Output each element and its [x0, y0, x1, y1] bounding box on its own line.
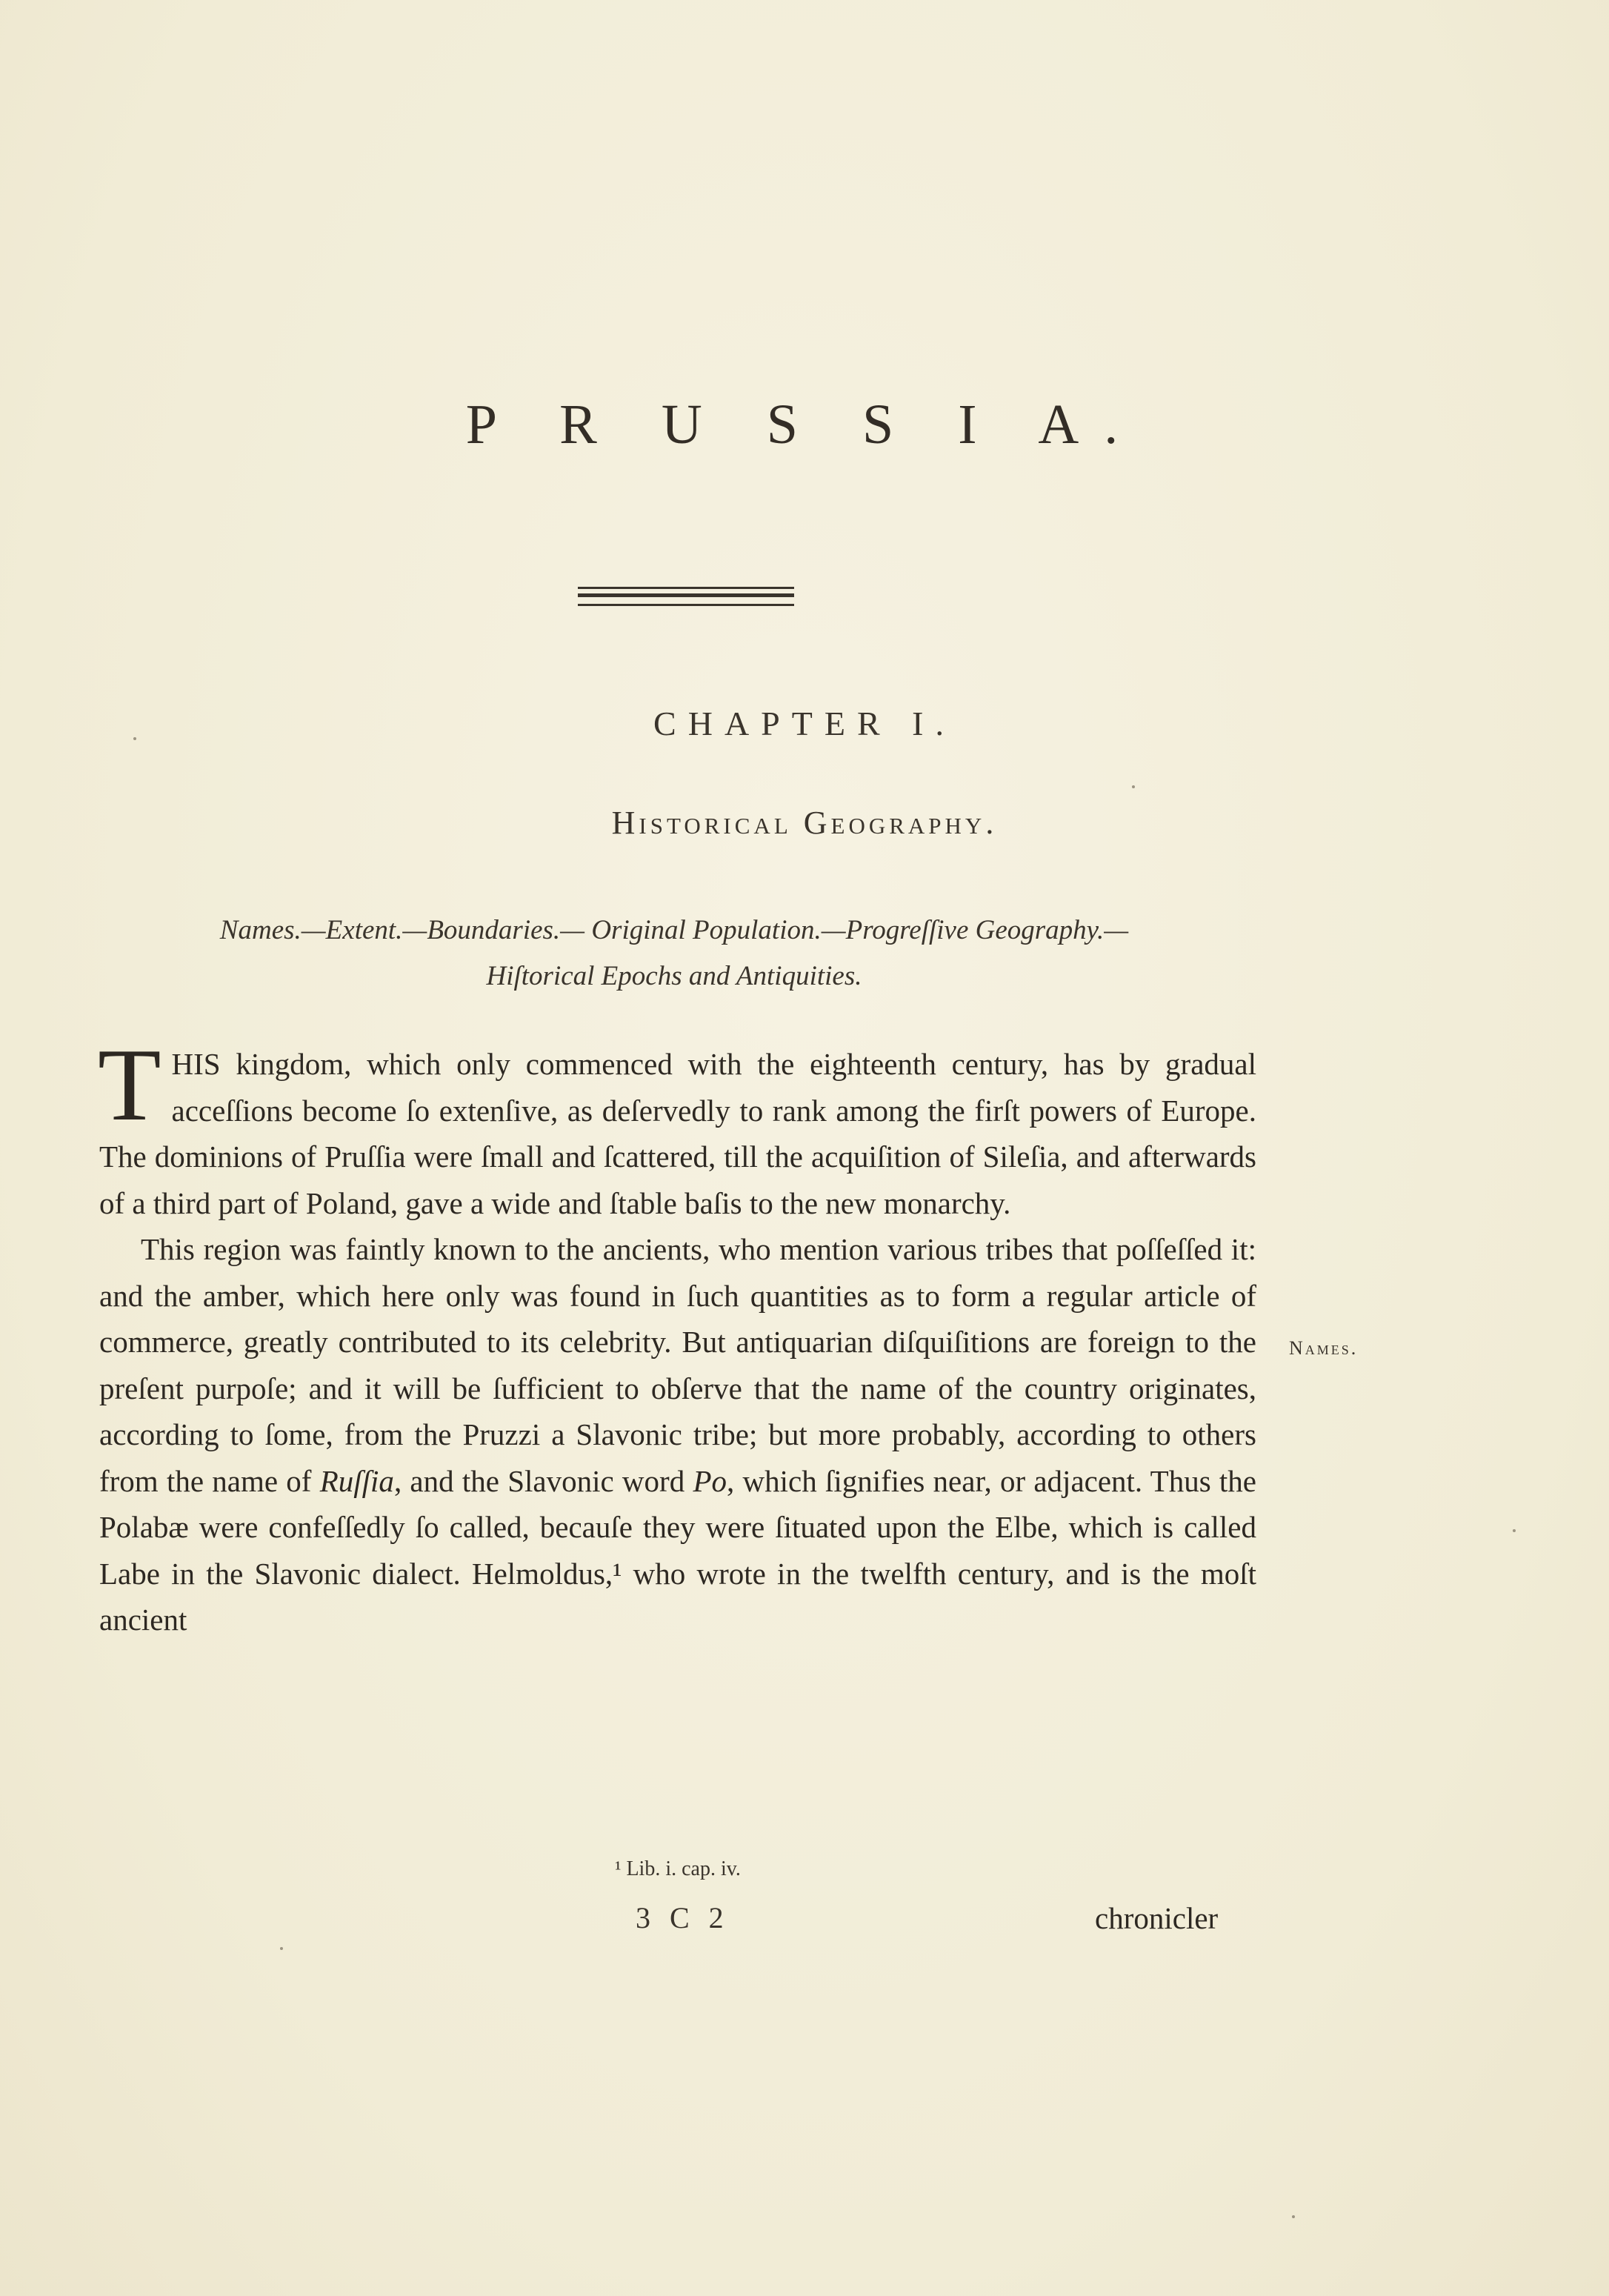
paragraph-2: [99, 1226, 1256, 1643]
paper-speck: [1132, 785, 1135, 788]
paper-speck: [280, 1947, 283, 1950]
paragraph-2-text-b: , and the Slavonic word: [393, 1463, 685, 1498]
paper-speck: [1292, 2215, 1295, 2218]
page-title: P R U S S I A.: [465, 393, 1144, 456]
word-po: Po: [693, 1463, 727, 1498]
printer-signature-mark: 3 C 2: [636, 1901, 730, 1934]
paragraph-2-text-a: This region was faintly known to the ancients, who mention various tribes that poſſeſſed it: and the amber, which here only was found in ſuch quantities as to form a regular article of commerce, greatly contributed to its celebrity. But antiquarian diſquiſitions are foreign to the preſent purpoſe; and it will be ſufficient to obſerve that the name of the country originates, according to ſome, from the Pruzzi a Slavonic tribe; but more probably, according to others from the name of: [99, 1232, 1256, 1498]
word-russia: Ruſſia: [319, 1463, 394, 1498]
chapter-summary: [89, 908, 1259, 999]
paper-speck: [1513, 1529, 1516, 1532]
double-rule-divider: [578, 587, 794, 606]
paragraph-1: [98, 1028, 1256, 1226]
chapter-heading: CHAPTER I.: [653, 705, 956, 742]
summary-line-1: Names.—Extent.—Boundaries.— Original Population.—Progreſſive Geography.—: [219, 915, 1129, 945]
catchword: chronicler: [1095, 1901, 1219, 1935]
footnote: ¹ Lib. i. cap. iv.: [615, 1857, 741, 1880]
paper-speck: [133, 737, 136, 740]
paragraph-1-text: HIS kingdom, which only commenced with the eighteenth century, has by gradual acceſſions become ſo extenſive, as deſervedly to rank among the firſt powers of Europe. The dominions of Pruſſia were ſmall and ſcattered, till the acquiſition of Sileſia, and afterwards of a third part of Poland, gave a wide and ſtable baſis to the new monarchy.: [99, 1047, 1256, 1220]
body-text: [98, 1028, 1257, 1643]
summary-line-2: Hiſtorical Epochs and Antiquities.: [486, 961, 862, 991]
drop-cap: T: [98, 1028, 161, 1142]
paragraph-2-text-c: , which ſignifies near, or adjacent. Thus the Polabæ were confeſſedly ſo called, becauſe they were ſituated upon the Elbe, which is called Labe in the Slavonic dialect. Helmoldus,¹ who wrote in the twelfth century, and is the moſt ancient: [99, 1463, 1257, 1637]
marginal-note: Names.: [1289, 1337, 1359, 1359]
chapter-subheading: Historical Geography.: [611, 805, 998, 841]
